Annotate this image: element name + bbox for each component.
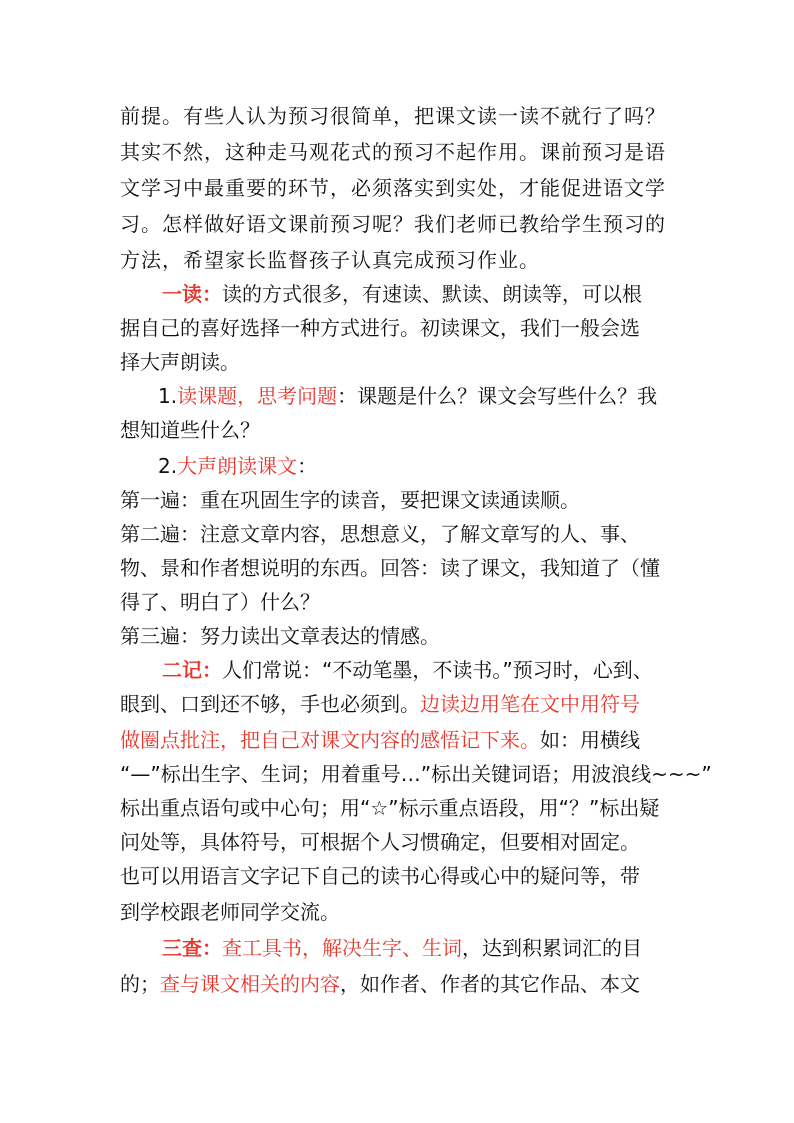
note-paragraph-line: 做圈点批注，把自己对课文内容的感悟记下来。如：用横线 — [120, 728, 640, 752]
note-paragraph-line: 眼到、口到还不够，手也必须到。边读边用笔在文中用符号 — [120, 692, 640, 716]
item-1-title: 读课题，思考问题 — [177, 384, 338, 408]
item-2-title: 大声朗读课文 — [177, 454, 298, 478]
read-item-2: 2.大声朗读课文： — [158, 454, 318, 478]
pass-2-line: 物、景和作者想说明的东西。回答：读了课文，我知道了（懂 — [120, 556, 660, 580]
pass-3: 第三遍：努力读出文章表达的情感。 — [120, 624, 440, 648]
read-paragraph-line: 据自己的喜好选择一种方式进行。初读课文，我们一般会选 — [120, 316, 640, 340]
pass-2-line: 第二遍：注意文章内容，思想意义，了解文章写的人、事、 — [120, 522, 640, 546]
read-item-1-cont: 想知道些什么？ — [120, 418, 260, 442]
note-paragraph-line: 标出重点语句或中心句；用“☆”标示重点语段，用“？”标出疑 — [120, 796, 660, 820]
pass-2-line: 得了、明白了）什么？ — [120, 590, 320, 614]
check-heading: 三查： — [162, 936, 222, 960]
note-paragraph-line: 到学校跟老师同学交流。 — [120, 900, 340, 924]
note-paragraph-line: 二记：人们常说：“不动笔墨，不读书。”预习时，心到、 — [162, 658, 653, 682]
read-heading: 一读： — [162, 282, 222, 306]
note-paragraph-line: 也可以用语言文字记下自己的读书心得或心中的疑问等，带 — [120, 864, 640, 888]
intro-line: 前提。有些人认为预习很简单，把课文读一读不就行了吗？ — [120, 104, 666, 128]
read-paragraph-line: 一读：读的方式很多，有速读、默读、朗读等，可以根 — [162, 282, 642, 306]
pass-1: 第一遍：重在巩固生字的读音，要把课文读通读顺。 — [120, 488, 580, 512]
intro-line: 其实不然，这种走马观花式的预习不起作用。课前预习是语 — [120, 140, 666, 164]
intro-line: 文学习中最重要的环节，必须落实到实处，才能促进语文学 — [120, 176, 666, 200]
check-paragraph-line: 三查：查工具书，解决生字、生词，达到积累词汇的目 — [162, 936, 642, 960]
note-heading: 二记： — [162, 658, 222, 682]
intro-line: 方法，希望家长监督孩子认真完成预习作业。 — [120, 248, 540, 272]
read-item-1: 1.读课题，思考问题：课题是什么？课文会写些什么？我 — [158, 384, 658, 408]
note-paragraph-line: 问处等，具体符号，可根据个人习惯确定，但要相对固定。 — [120, 830, 640, 854]
check-paragraph-line: 的；查与课文相关的内容，如作者、作者的其它作品、本文 — [120, 972, 640, 996]
intro-line: 习。怎样做好语文课前预习呢？我们老师已教给学生预习的 — [120, 212, 666, 236]
read-paragraph-line: 择大声朗读。 — [120, 350, 240, 374]
note-paragraph-line: “—”标出生字、生词；用着重号…”标出关键词语；用波浪线~~~” — [120, 762, 712, 786]
